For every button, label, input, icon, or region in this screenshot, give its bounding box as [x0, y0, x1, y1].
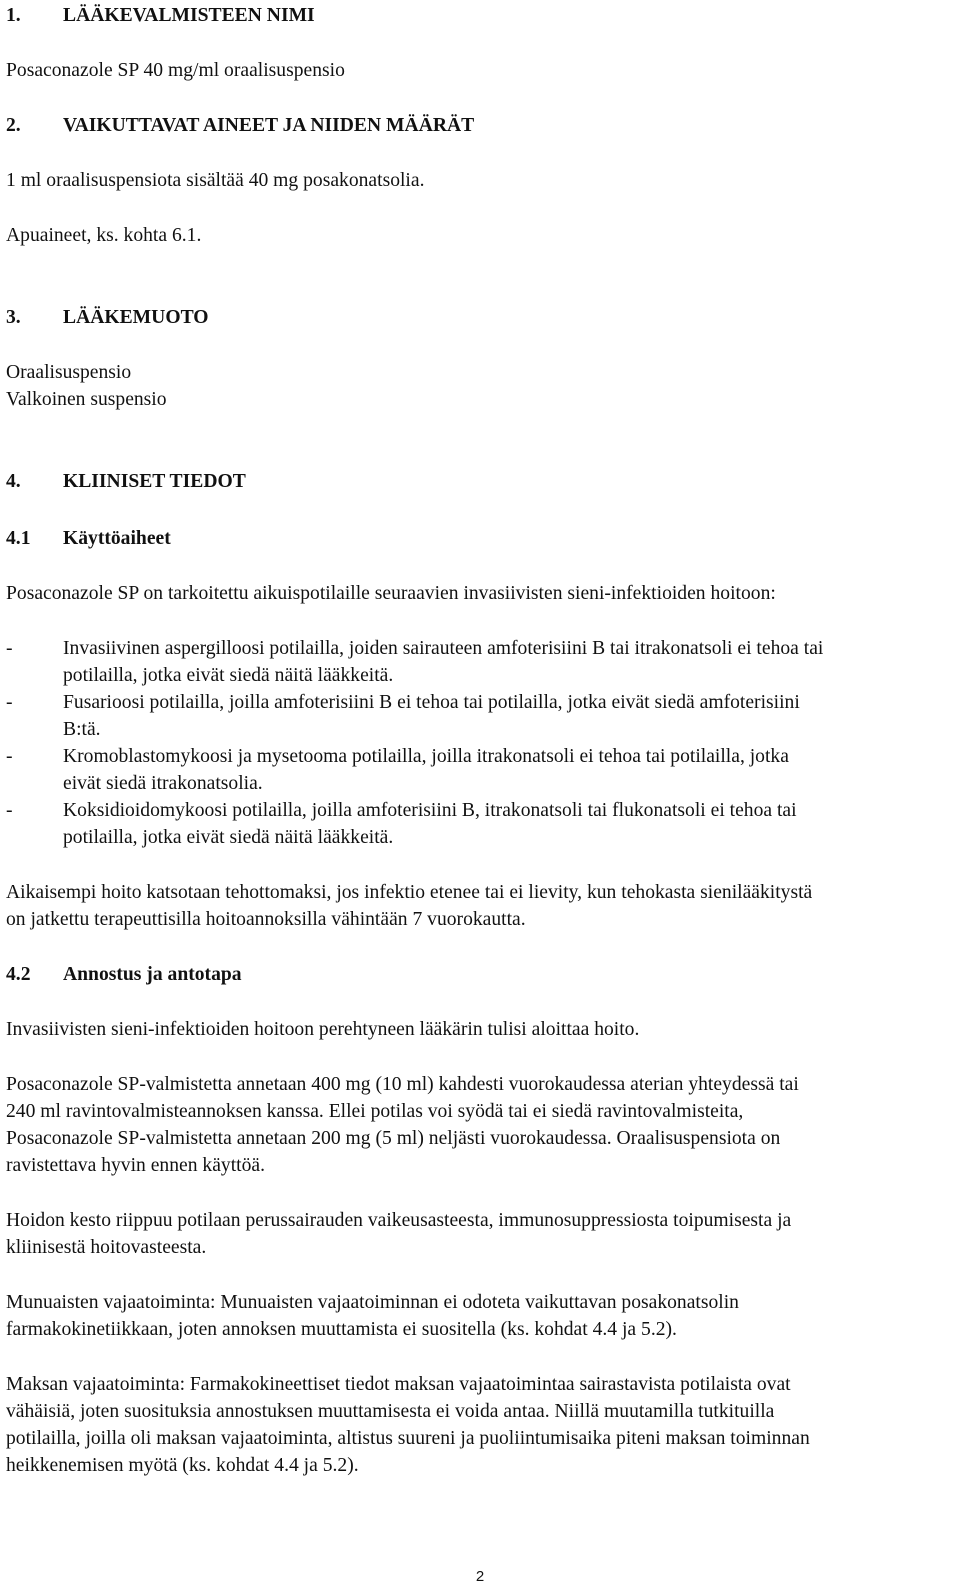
composition-text: 1 ml oraalisuspensiota sisältää 40 mg posakonatsolia. — [6, 170, 425, 191]
section-1-heading: 1. LÄÄKEVALMISTEEN NIMI — [6, 5, 315, 26]
form-line-1: Oraalisuspensio — [6, 362, 132, 383]
list-dash: - — [6, 746, 13, 767]
page-number: 2 — [475, 1568, 485, 1585]
paragraph-line: 240 ml ravintovalmisteannoksen kanssa. Ellei potilas voi syödä tai ei siedä ravintovalmisteita, — [6, 1101, 744, 1122]
paragraph-line: farmakokinetiikkaan, joten annoksen muuttamista ei suositella (ks. kohdat 4.4 ja 5.2). — [6, 1319, 677, 1340]
paragraph-line: heikkenemisen myötä (ks. kohdat 4.4 ja 5.2). — [6, 1455, 359, 1476]
section-4-1-heading: 4.1 Käyttöaiheet — [6, 528, 171, 549]
list-item-line: Fusarioosi potilailla, joilla amfoterisiini B ei tehoa tai potilailla, jotka eivät siedä amfoterisiini — [63, 692, 800, 713]
list-dash: - — [6, 800, 13, 821]
section-2-heading: 2. VAIKUTTAVAT AINEET JA NIIDEN MÄÄRÄT — [6, 115, 475, 136]
paragraph-line: Munuaisten vajaatoiminta: Munuaisten vajaatoiminnan ei odoteta vaikuttavan posakonatsolin — [6, 1292, 739, 1313]
section-4-heading: 4. KLIINISET TIEDOT — [6, 471, 246, 492]
list-item-line: Koksidioidomykoosi potilailla, joilla amfoterisiini B, itrakonatsoli tai flukonatsoli ei tehoa tai — [63, 800, 797, 821]
list-item-line: Invasiivinen aspergilloosi potilailla, joiden sairauteen amfoterisiini B tai itrakonatsoli ei tehoa tai — [63, 638, 824, 659]
paragraph-line: vähäisiä, joten suosituksia annostuksen muuttamisesta ei voida antaa. Niillä muutamilla tutkituilla — [6, 1401, 775, 1422]
list-item-line: Kromoblastomykoosi ja mysetooma potilailla, joilla itrakonatsoli ei tehoa tai potilailla, jotka — [63, 746, 789, 767]
paragraph-line: Aikaisempi hoito katsotaan tehottomaksi, jos infektio etenee tai ei lievity, kun tehokasta sienilääkitystä — [6, 882, 813, 903]
list-item-line: eivät siedä itrakonatsolia. — [63, 773, 263, 794]
paragraph-line: potilailla, joilla oli maksan vajaatoiminta, altistus suureni ja puoliintumisaika piteni maksan toiminnan — [6, 1428, 810, 1449]
paragraph-line: Invasiivisten sieni-infektioiden hoitoon perehtyneen lääkärin tulisi aloittaa hoito. — [6, 1019, 640, 1040]
list-dash: - — [6, 638, 13, 659]
paragraph-line: Posaconazole SP-valmistetta annetaan 400 mg (10 ml) kahdesti vuorokaudessa aterian yhteydessä tai — [6, 1074, 799, 1095]
indications-intro: Posaconazole SP on tarkoitettu aikuispotilaille seuraavien invasiivisten sieni-infektioiden hoitoon: — [6, 583, 776, 604]
form-line-2: Valkoinen suspensio — [6, 389, 167, 410]
paragraph-line: Posaconazole SP-valmistetta annetaan 200 mg (5 ml) neljästi vuorokaudessa. Oraalisuspensiota on — [6, 1128, 781, 1149]
section-4-2-heading: 4.2 Annostus ja antotapa — [6, 964, 242, 985]
paragraph-line: kliinisestä hoitovasteesta. — [6, 1237, 207, 1258]
list-item-line: potilailla, jotka eivät siedä näitä lääkkeitä. — [63, 827, 394, 848]
list-item-line: B:tä. — [63, 719, 101, 740]
paragraph-line: Maksan vajaatoiminta: Farmakokineettiset tiedot maksan vajaatoimintaa sairastavista potilaista ovat — [6, 1374, 791, 1395]
paragraph-line: on jatkettu terapeuttisilla hoitoannoksilla vähintään 7 vuorokautta. — [6, 909, 526, 930]
excipients-text: Apuaineet, ks. kohta 6.1. — [6, 225, 202, 246]
section-3-heading: 3. LÄÄKEMUOTO — [6, 307, 209, 328]
list-item-line: potilailla, jotka eivät siedä näitä lääkkeitä. — [63, 665, 394, 686]
paragraph-line: ravistettava hyvin ennen käyttöä. — [6, 1155, 265, 1176]
list-dash: - — [6, 692, 13, 713]
product-name: Posaconazole SP 40 mg/ml oraalisuspensio — [6, 60, 345, 81]
paragraph-line: Hoidon kesto riippuu potilaan perussairauden vaikeusasteesta, immunosuppressiosta toipumisesta ja — [6, 1210, 792, 1231]
